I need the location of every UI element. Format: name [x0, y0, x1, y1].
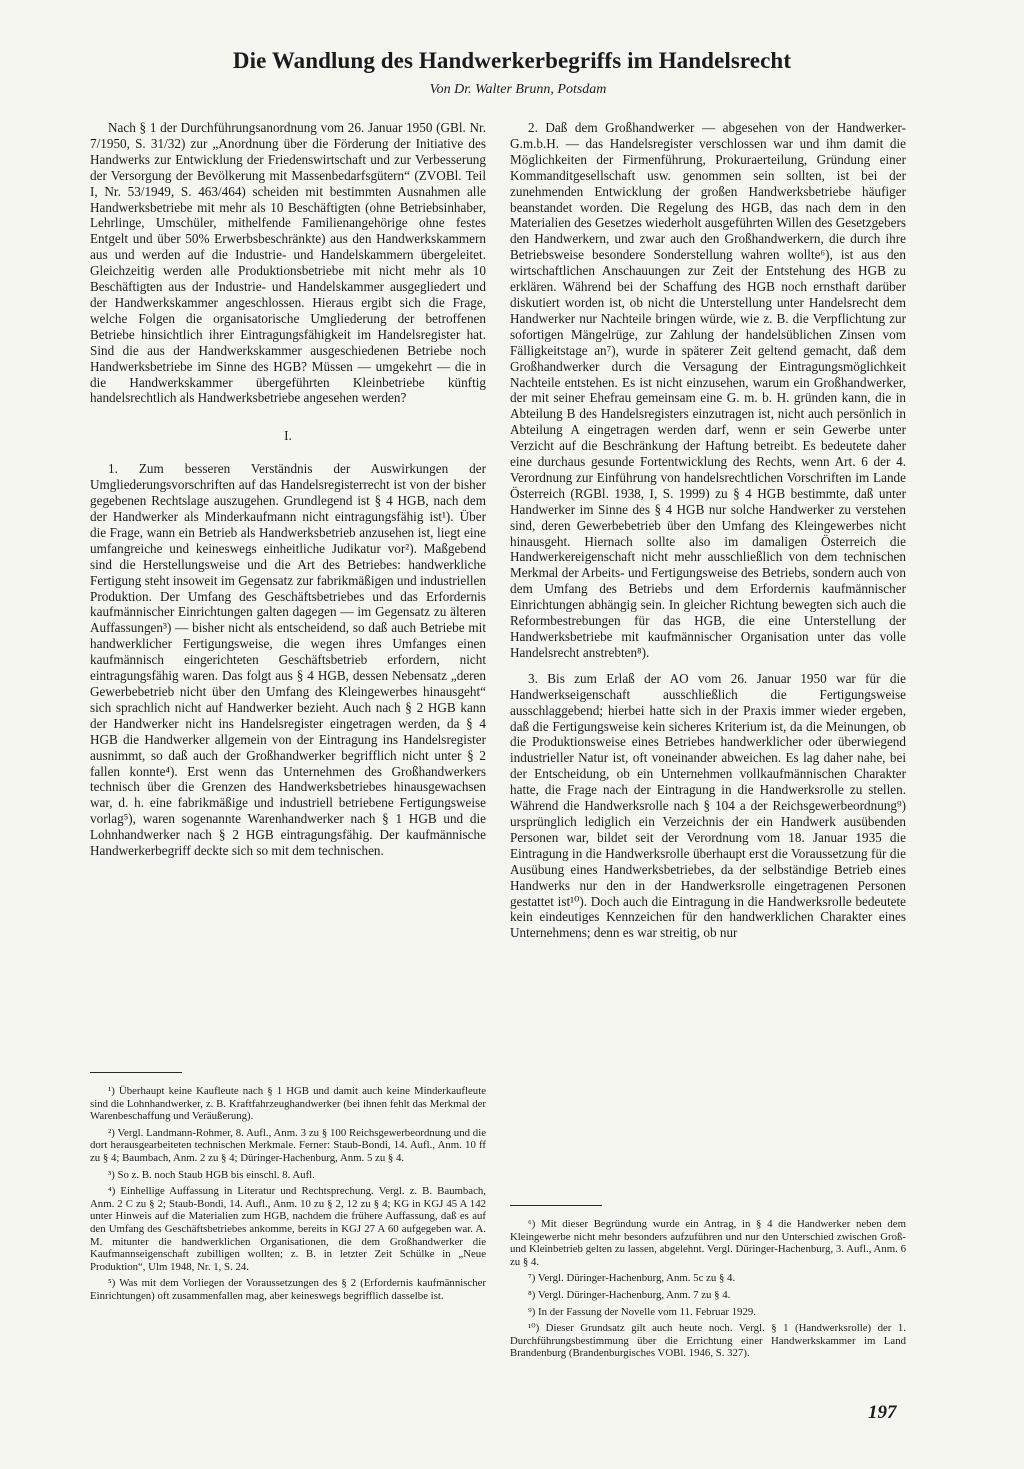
footnote-2: ²) Vergl. Landmann-Rohmer, 8. Aufl., Anm. 3 zu § 100 Reichsgewerbeordnung und die dort herausgearbeiteten technischen Merkmale. Ferner: Staub-Bondi, 14. Aufl., Anm. 10 ff zu § 4; Baumbach, Anm. 2 zu § 4; Düringer-Hachenburg, Anm. 5 zu § 4. [90, 1126, 486, 1164]
footnote-6: ⁶) Mit dieser Begründung wurde ein Antrag, in § 4 die Handwerker neben dem Kleingewerbe nicht mehr besonders aufzuführen und nur den Unterschied zwischen Groß- und Kleinbetrieb gelten zu lassen, abgelehnt. Vergl. Düringer-Hachenburg, 3. Aufl., Anm. 6 zu § 4. [510, 1218, 906, 1268]
author-line: Von Dr. Walter Brunn, Potsdam [429, 82, 607, 97]
footnote-3: ³) So z. B. noch Staub HGB bis einschl. 8. Aufl. [108, 1168, 315, 1181]
footnotes-left [90, 1072, 486, 1303]
page-number: 197 [868, 1402, 897, 1423]
footnote-rule [510, 1205, 602, 1206]
paragraph-3: 3. Bis zum Erlaß der AO vom 26. Januar 1950 war für die Handwerkseigenschaft ausschließlich die Fertigungsweise ausschlaggebend; hierbei hatte sich in der Praxis immer wieder ergeben, daß die Fertigungsweise kein sicheres Kriterium ist, da die Meinungen, ob die Produktionsweise eines Betriebes handwerklicher oder überwiegend industrieller Natur ist, oft voneinander abweichen. Es lag daher nahe, bei der Entscheidung, ob ein Unternehmen vollkaufmännischen Charakter hatte, die Frage nach der Eintragung in die Handwerksrolle zu stellen. Während die Handwerksrolle nach § 104 a der Reichsgewerbeordnung⁹) ursprünglich lediglich ein Verzeichnis der ein Handwerk ausübenden Personen war, bildet seit der Verordnung vom 18. Januar 1935 die Eintragung in die Handwerksrolle überhaupt erst die Voraussetzung für die Ausübung eines Handwerksbetriebes, da der selbständige Betrieb eines Handwerks nur den in der Handwerksrolle eingetragenen Personen gestattet ist¹⁰). Doch auch die Eintragung in die Handwerksrolle bedeutete kein eindeutiges Kennzeichen für den handwerklichen Charakter eines Unternehmens; denn es war streitig, ob nur [510, 670, 906, 941]
footnote-9: ⁹) In der Fassung der Novelle vom 11. Februar 1929. [528, 1305, 756, 1318]
section-heading: I. [284, 428, 292, 444]
right-column [510, 120, 906, 941]
left-column [90, 120, 486, 859]
intro-paragraph: Nach § 1 der Durchführungsanordnung vom 26. Januar 1950 (GBl. Nr. 7/1950, S. 31/32) zur „Anordnung über die Förderung der Initiative des Handwerks zur Entwicklung der Friedenswirtschaft und zur Verbesserung der Versorgung der Bevölkerung mit Massenbedarfsgütern“ (ZVOBl. Teil I, Nr. 53/1949, S. 463/464) scheiden mit bestimmten Ausnahmen alle Handwerksbetriebe mit mehr als 10 Beschäftigten (ohne Betriebsinhaber, Lehrlinge, Umschüler, mithelfende Familienangehörige ohne festes Entgelt und über 50% Erwerbsbeschränkte) aus den Handwerkskammern aus und werden auf die Industrie- und Handelskammern übergeleitet. Gleichzeitig werden alle Produktionsbetriebe mit nicht mehr als 10 Beschäftigten aus der Industrie- und Handelskammer ausgegliedert und der Handwerkskammer angeschlossen. Hieraus ergibt sich die Frage, welche Folgen die organisatorische Umgliederung der betroffenen Betriebe hinsichtlich ihrer Eintragungsfähigkeit im Handelsregister hat. Sind die aus der Handwerkskammer ausgeschiedenen Betriebe noch Handwerksbetriebe im Sinne des HGB? Müssen — umgekehrt — die in die Handwerkskammer übergeführten Kleinbetriebe künftig handelsrechtlich als Handwerksbetriebe angesehen werden? [90, 120, 486, 406]
footnote-rule [90, 1072, 182, 1073]
footnote-4: ⁴) Einhellige Auffassung in Literatur und Rechtsprechung. Vergl. z. B. Baumbach, Anm. 2 C zu § 2; Staub-Bondi, 14. Aufl., Anm. 10 zu § 2, 12 zu § 4; KG in KGJ 45 A 142 unter Hinweis auf die Materialien zum HGB, nachdem die frühere Auffassung, daß es auf den Umfang des Geschäftsbetriebes ankomme, bereits in KGJ 27 A 60 aufgegeben war. A. M. mitunter die handwerklichen Organisationen, die dem Großhandwerker die Kaufmannseigenschaft zubilligen wollten; z. B. in letzter Zeit Schülke in „Neue Produktion“, Ulm 1948, Nr. 1, S. 24. [90, 1185, 486, 1273]
footnote-5: ⁵) Was mit dem Vorliegen der Voraussetzungen des § 2 (Erfordernis kaufmännischer Einrichtungen) oft zusammenfallen mag, aber keineswegs begrifflich dasselbe ist. [90, 1277, 486, 1302]
footnotes-right [510, 1205, 906, 1360]
article-title: Die Wandlung des Handwerkerbegriffs im Handelsrecht [232, 48, 792, 73]
paragraph-1: 1. Zum besseren Verständnis der Auswirkungen der Umgliederungsvorschriften auf das Handelsregisterrecht ist von der bisher gegebenen Rechtslage auszugehen. Grundlegend ist § 4 HGB, nach dem der Handwerker als Minderkaufmann nicht eintragungsfähig ist¹). Über die Frage, wann ein Betrieb als Handwerksbetrieb anzusehen ist, liegt eine umfangreiche und keineswegs einheitliche Judikatur vor²). Maßgebend sind die Herstellungsweise und die Art des Betriebes: handwerkliche Fertigung steht insoweit im Gegensatz zur fabrikmäßigen und industriellen Produktion. Der Umfang des Geschäftsbetriebes und das Erfordernis kaufmännischer Einrichtungen galten dagegen — im Gegensatz zu älteren Auffassungen³) — bisher nicht als entscheidend, so daß auch Betriebe mit handwerklicher Fertigungsweise, die wegen ihres Umfanges einen kaufmännisch eingerichteten Geschäftsbetrieb erfordern, nicht eintragungsfähig waren. Das folgt aus § 4 HGB, dessen Nebensatz „deren Gewerbebetrieb nicht über den Umfang des Kleingewerbes hinausgeht“ sich sprachlich nicht auf Handwerker bezieht. Auch nach § 2 HGB kann der Handwerker nicht ins Handelsregister eingetragen werden, da § 4 HGB die Handwerker allgemein von der Eintragung ins Handelsregister ausnimmt, so daß auch der Großhandwerker begrifflich nicht unter § 2 fallen konnte⁴). Erst wenn das Unternehmen des Großhandwerkers technisch über die Grenzen des Handwerksbetriebes hinausgewachsen war, d. h. eine fabrikmäßige und industriell betriebene Fertigungsweise vorlag⁵), waren sogenannte Warenhandwerker nach § 1 HGB und die Lohnhandwerker nach § 2 HGB eintragungsfähig. Der kaufmännische Handwerkerbegriff deckte sich so mit dem technischen. [90, 461, 486, 859]
footnote-7: ⁷) Vergl. Düringer-Hachenburg, Anm. 5c zu § 4. [528, 1272, 736, 1285]
footnote-10: ¹⁰) Dieser Grundsatz gilt auch heute noch. Vergl. § 1 (Handwerksrolle) der 1. Durchführungsbestimmung über die Errichtung einer Handwerkskammer im Land Brandenburg (Brandenburgisches VOBl. 1946, S. 327). [510, 1322, 906, 1360]
footnote-1: ¹) Überhaupt keine Kaufleute nach § 1 HGB und damit auch keine Minderkaufleute sind die Lohnhandwerker, z. B. Kraftfahrzeughandwerker (bei ihnen fehlt das Merkmal der Warenbeschaffung und Veräußerung). [90, 1085, 486, 1123]
footnote-8: ⁸) Vergl. Düringer-Hachenburg, Anm. 7 zu § 4. [528, 1288, 731, 1301]
paragraph-2: 2. Daß dem Großhandwerker — abgesehen von der Handwerker-G.m.b.H. — das Handelsregister verschlossen war und ihm damit die Möglichkeiten der Firmenführung, Prokuraerteilung, Gründung einer Kommanditgesellschaft usw. genommen sein sollten, ist bei der zunehmenden Entwicklung der großen Handwerksbetriebe häufiger beanstandet worden. Die Regelung des HGB, das nach dem in den Materialien des Gesetzes wiederholt ausgeführten Willen des Gesetzgebers den Handwerkern, und zwar auch den Großhandwerkern, die durch ihre Betriebsweise besondere Sonderstellung wahren wollte⁶), ist aus den wirtschaftlichen Anschauungen zur Zeit der Entstehung des HGB zu erklären. Während bei der Schaffung des HGB noch ernsthaft darüber diskutiert worden ist, ob nicht die Unterstellung unter Handelsrecht dem Handwerker nur Nachteile bringen würde, wie z. B. die Verpflichtung zur sofortigen Mängelrüge, zur Zahlung der handelsüblichen Zinsen vom Fälligkeitstage an⁷), wurde in späterer Zeit geltend gemacht, daß dem Großhandwerker durch die Versagung der Eintragungsmöglichkeit Nachteile entstehen. Es ist nicht einzusehen, warum ein Großhandwerker, der mit seiner Ehefrau gemeinsam eine G. m. b. H. gründen kann, die in Abteilung B des Handelsregisters einzutragen ist, nicht auch persönlich in Abteilung A eingetragen werden darf, wenn er sein Gewerbe unter Verzicht auf die Beschränkung der Haftung betreibt. Es bedeutete daher eine durchaus gesunde Fortentwicklung des Rechts, wenn Art. 6 der 4. Verordnung zur Einführung von handelsrechtlichen Vorschriften im Lande Österreich (RGBl. 1938, I, S. 1999) zu § 4 HGB bestimmte, daß unter Handwerker im Sinne des § 4 HGB nur solche Handwerker zu verstehen sind, deren Gewerbebetrieb über den Umfang des Kleingewerbes nicht hinausgeht. Hiernach sollte also im damaligen Österreich die Handwerkereigenschaft nicht mehr ausschließlich von dem technischen Merkmal der Arbeits- und Fertigungsweise des Betriebs, sondern auch von dem Umfang des Betriebs und dem Erfordernis kaufmännischer Einrichtungen abhängig sein. In gleicher Richtung bewegten sich auch die Reformbestrebungen für das HGB, die eine Unterstellung der Handwerksbetriebe mit kaufmännischer Organisation unter das volle Handelsrecht anstrebten⁸). [510, 120, 906, 660]
